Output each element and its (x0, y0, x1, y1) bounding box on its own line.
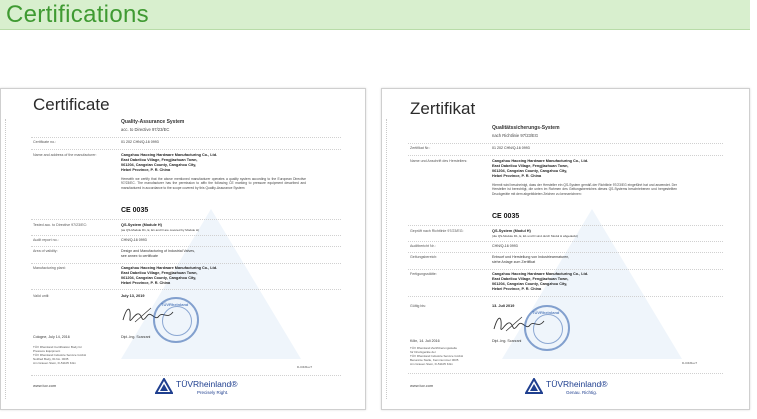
stamp-inner-ring (533, 314, 563, 344)
section-title: Certifications (6, 1, 149, 28)
manufacturer-line: East Dabeilou Village, Fengjiazhuan Town, (121, 158, 198, 162)
plant-line: 061204, Cangxian County, Cangzhou City, (492, 282, 568, 286)
brand-name: TÜVRheinland® (546, 379, 608, 389)
tested-note: (die QS-Module D1, E, E1 und D sind durch Modul H abgedeckt) (492, 234, 578, 238)
tested-label: Geprüft nach Richtlinie 97/23/EG: (410, 229, 464, 233)
footer-line: TÜV Rheinland Zertifizierungsstelle (410, 346, 458, 350)
footer-line: Pressure Equipment (33, 349, 61, 353)
divider (31, 375, 341, 376)
brand-slogan: Precisely Right. (197, 390, 229, 395)
certification-statement: Hiermit wird bescheinigt, dass der Hersteller ein QS-System gemäß der Richtlinie 97/23/EG eingeführt hat und anwendet. Der Hersteller ist berechtigt, die unten im Rahmen des Geltungsbereiches dieses QS-Systems beschriebenen und hergestellten Druckgeräte mit dem abgebildeten Zeichen zu kennzeichnen: (492, 183, 677, 196)
manufacturer-line: Cangzhou Haoxing Hardware Manufacturing Co., Ltd. (121, 153, 218, 157)
system-name: Qualitätssicherungs-System (492, 125, 560, 131)
divider (408, 143, 723, 144)
stamp-text: TÜVRheinland (161, 302, 189, 307)
validity-label: Area of validity: (33, 249, 58, 253)
directive: nach Richtlinie 97/23/EG (492, 133, 539, 138)
valid-until-label: Valid until: (33, 294, 50, 298)
manufacturer-line: 061204, Cangxian County, Cangzhou City, (492, 169, 568, 173)
section-header (0, 0, 750, 30)
plant-line: East Dabeilou Village, Fengjiazhuan Town, (492, 277, 569, 281)
stamp-icon (153, 297, 199, 343)
manufacturer-label: Name and address of the manufacturer: (33, 153, 97, 157)
footer-line: Am Grauen Stein, D-51105 Köln (33, 361, 76, 365)
plant-label: Manufacturing plant: (33, 266, 66, 270)
certificate-number: 01 202 CHN/Q-16 0993 (121, 140, 159, 144)
form-number: D-0/4/Rev7 (682, 361, 698, 365)
place-date: Cologne, July 14, 2016 (33, 335, 70, 339)
divider (31, 219, 341, 220)
divider (408, 155, 723, 156)
divider (408, 241, 723, 242)
audit-number: CHN/Q-16 0993 (492, 244, 518, 248)
audit-label: Audit report no.: (33, 238, 59, 242)
website: www.tuv.com (33, 383, 57, 388)
valid-until-date: 13. Juli 2019 (492, 304, 515, 308)
signer: Dipl.-Ing. Scarzani (492, 339, 522, 343)
brand-name: TÜVRheinland® (176, 379, 238, 389)
manufacturer-label: Name und Anschrift des Herstellers: (410, 159, 468, 163)
manufacturer-line: Hebei Province, P. R. China (492, 174, 542, 178)
tested-label: Tested acc. to Directive 97/23/EC: (33, 223, 88, 227)
footer-line: Notified Body, ID-No. 0035 (33, 357, 69, 361)
certificate-title: Certificate (33, 95, 110, 114)
certificate-image-english[interactable] (0, 88, 366, 410)
validity-line: siehe Anlage zum Zertifikat (492, 260, 536, 264)
certification-statement: Herewith we certify that the above mentioned manufacturer operates a quality system according to the European Directive 97/23/EC. The manufacturer has the permission to affix the following CE marking to pressure equipment described and manufactured in accordance to the scope covered by this Quality-Assurance System: (121, 177, 306, 190)
valid-until-label: Gültig bis: (410, 304, 426, 308)
validity-line: Entwurf und Herstellung von Industriearmaturen, (492, 255, 570, 259)
divider (408, 296, 723, 297)
tested-value: QS-System (Module H) (121, 223, 162, 227)
divider (31, 235, 341, 236)
valid-until-date: July 13, 2019 (121, 294, 145, 298)
audit-number: CHN/Q-16 0993 (121, 238, 147, 242)
divider (408, 373, 723, 374)
directive: acc. to Directive 97/23/EC (121, 127, 170, 132)
divider (408, 225, 723, 226)
plant-line: 061204, Cangxian County, Cangzhou City, (121, 276, 197, 280)
number-label: Certificate no.: (33, 140, 57, 144)
tested-value: QS-System (Modul H) (492, 229, 531, 233)
plant-line: Hebei Province, P. R. China (121, 281, 171, 285)
stamp-icon (524, 305, 570, 351)
divider (408, 252, 723, 253)
plant-line: Cangzhou Haoxing Hardware Manufacturing Co., Ltd. (121, 266, 218, 270)
tuv-triangle-logo-icon (525, 378, 543, 394)
manufacturer-line: Cangzhou Haoxing Hardware Manufacturing Co., Ltd. (492, 159, 589, 163)
stamp-inner-ring (162, 306, 192, 336)
validity-line: see annex to certificate (121, 254, 158, 258)
signer: Dipl.-Ing. Scarzani (121, 335, 151, 339)
manufacturer-line: East Dabeilou Village, Fengjiazhuan Town, (492, 164, 569, 168)
divider (31, 246, 341, 247)
certificate-image-german[interactable] (381, 88, 750, 410)
divider (31, 149, 341, 150)
side-strip (386, 119, 392, 399)
number-label: Zertifikat Nr.: (410, 146, 431, 150)
plant-line: Hebei Province, P. R. China (492, 287, 542, 291)
website: www.tuv.com (410, 383, 434, 388)
plant-label: Fertigungsstätte: (410, 272, 437, 276)
divider (408, 269, 723, 270)
validity-label: Geltungsbereich: (410, 255, 438, 259)
divider (31, 137, 341, 138)
plant-line: East Dabeilou Village, Fengjiazhuan Town, (121, 271, 198, 275)
stamp-text: TÜVRheinland (532, 310, 560, 315)
audit-label: Auditbericht Nr.: (410, 244, 436, 248)
validity-line: Design and Manufacturing of Industrial Valves, (121, 249, 196, 253)
footer-line: Am Grauen Stein, D-51105 Köln (410, 362, 453, 366)
footer-line: TÜV Rheinland Certification Body for (33, 345, 83, 349)
tested-note: (as QS-Module D1, E, E1 and D are covered by Module H) (121, 228, 200, 232)
divider (31, 263, 341, 264)
place-date: Köln, 14. Juli 2016 (410, 339, 440, 343)
footer-line: TÜV Rheinland Industrie Service GmbH (410, 354, 464, 358)
plant-line: Cangzhou Haoxing Hardware Manufacturing Co., Ltd. (492, 272, 589, 276)
footer-line: TÜV Rheinland Industrie Service GmbH (33, 353, 87, 357)
manufacturer-line: Hebei Province, P. R. China (121, 168, 171, 172)
tuv-triangle-logo-icon (155, 378, 173, 394)
form-number: D-0/4/Rev7 (297, 365, 313, 369)
ce-mark: CE 0035 (121, 207, 149, 214)
side-strip (5, 119, 11, 399)
certificate-title: Zertifikat (410, 99, 476, 118)
ce-mark: CE 0035 (492, 213, 520, 220)
divider (31, 289, 341, 290)
manufacturer-line: 061204, Cangxian County, Cangzhou City, (121, 163, 197, 167)
brand-slogan: Genau. Richtig. (566, 390, 598, 395)
footer-line: Benannte Stelle, Kennnummer 0035 (410, 358, 459, 362)
certificate-number: 01 202 CHN/Q-16 0993 (492, 146, 530, 150)
system-name: Quality-Assurance System (121, 119, 185, 125)
footer-line: für Druckgeräte der (410, 350, 436, 354)
